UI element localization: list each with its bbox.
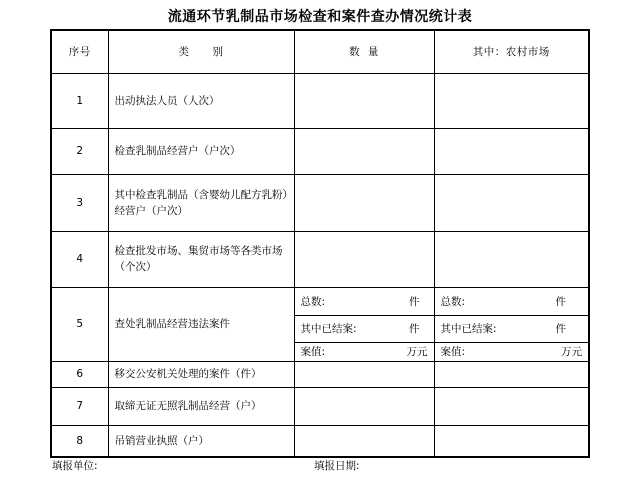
header-serial-number: 序号 bbox=[51, 30, 108, 73]
row-number: 6 bbox=[51, 361, 108, 387]
row-category: 移交公安机关处理的案件（件） bbox=[108, 361, 294, 387]
row-number: 8 bbox=[51, 425, 108, 457]
case-amount-label: 案值: bbox=[300, 346, 326, 358]
row-number: 2 bbox=[51, 128, 108, 174]
rural-cell[interactable] bbox=[434, 361, 589, 387]
quantity-cell[interactable] bbox=[294, 425, 434, 457]
table-row bbox=[51, 425, 589, 457]
header-category: 类 别 bbox=[108, 30, 294, 73]
case-amount-label: 案值: bbox=[440, 346, 466, 358]
rural-cell[interactable] bbox=[434, 387, 589, 425]
row-number: 5 bbox=[51, 287, 108, 361]
case-closed-unit: 件 bbox=[409, 323, 420, 335]
quantity-cell[interactable] bbox=[294, 387, 434, 425]
case-amount-quantity-cell[interactable] bbox=[294, 342, 434, 361]
row-category: 检查乳制品经营户（户次） bbox=[108, 128, 294, 174]
reporting-unit-label: 填报单位: bbox=[52, 460, 98, 472]
case-amount-unit: 万元 bbox=[406, 346, 428, 358]
header-quantity: 数 量 bbox=[294, 30, 434, 73]
case-closed-label: 其中已结案: bbox=[440, 323, 497, 335]
case-total-label: 总数: bbox=[440, 295, 466, 308]
row-category: 出动执法人员（人次） bbox=[108, 73, 294, 128]
table-row bbox=[51, 361, 589, 387]
table-row bbox=[51, 128, 589, 174]
table-row bbox=[51, 73, 589, 128]
case-closed-unit: 件 bbox=[555, 323, 566, 335]
row-category: 其中检查乳制品（含婴幼儿配方乳粉）经营户（户次） bbox=[108, 174, 294, 231]
case-total-quantity-cell[interactable] bbox=[294, 287, 434, 315]
row-number: 1 bbox=[51, 73, 108, 128]
quantity-cell[interactable] bbox=[294, 128, 434, 174]
rural-cell[interactable] bbox=[434, 174, 589, 231]
rural-cell[interactable] bbox=[434, 73, 589, 128]
statistics-table bbox=[50, 29, 590, 458]
table-row bbox=[51, 387, 589, 425]
row-category: 取缔无证无照乳制品经营（户） bbox=[108, 387, 294, 425]
table-row bbox=[51, 174, 589, 231]
case-closed-label: 其中已结案: bbox=[300, 323, 357, 335]
reporting-date-label: 填报日期: bbox=[314, 460, 360, 472]
case-closed-quantity-cell[interactable] bbox=[294, 315, 434, 342]
quantity-cell[interactable] bbox=[294, 361, 434, 387]
row-number: 3 bbox=[51, 174, 108, 231]
row-category: 查处乳制品经营违法案件 bbox=[108, 287, 294, 361]
case-total-label: 总数: bbox=[300, 295, 326, 308]
row-category: 检查批发市场、集贸市场等各类市场（个次） bbox=[108, 231, 294, 287]
row-number: 4 bbox=[51, 231, 108, 287]
quantity-cell[interactable] bbox=[294, 231, 434, 287]
rural-cell[interactable] bbox=[434, 425, 589, 457]
case-total-unit: 件 bbox=[409, 295, 420, 308]
case-total-unit: 件 bbox=[555, 295, 566, 308]
header-row bbox=[51, 30, 589, 73]
case-amount-rural-cell[interactable] bbox=[434, 342, 589, 361]
case-amount-unit: 万元 bbox=[561, 346, 582, 358]
form-title: 流通环节乳制品市场检查和案件查办情况统计表 bbox=[167, 9, 473, 25]
quantity-cell[interactable] bbox=[294, 174, 434, 231]
header-rural-market: 其中：农村市场 bbox=[434, 30, 589, 73]
row-category: 吊销营业执照（户） bbox=[108, 425, 294, 457]
quantity-cell[interactable] bbox=[294, 73, 434, 128]
rural-cell[interactable] bbox=[434, 128, 589, 174]
table-row bbox=[51, 287, 589, 315]
case-closed-rural-cell[interactable] bbox=[434, 315, 589, 342]
rural-cell[interactable] bbox=[434, 231, 589, 287]
row-number: 7 bbox=[51, 387, 108, 425]
table-row bbox=[51, 231, 589, 287]
case-total-rural-cell[interactable] bbox=[434, 287, 589, 315]
